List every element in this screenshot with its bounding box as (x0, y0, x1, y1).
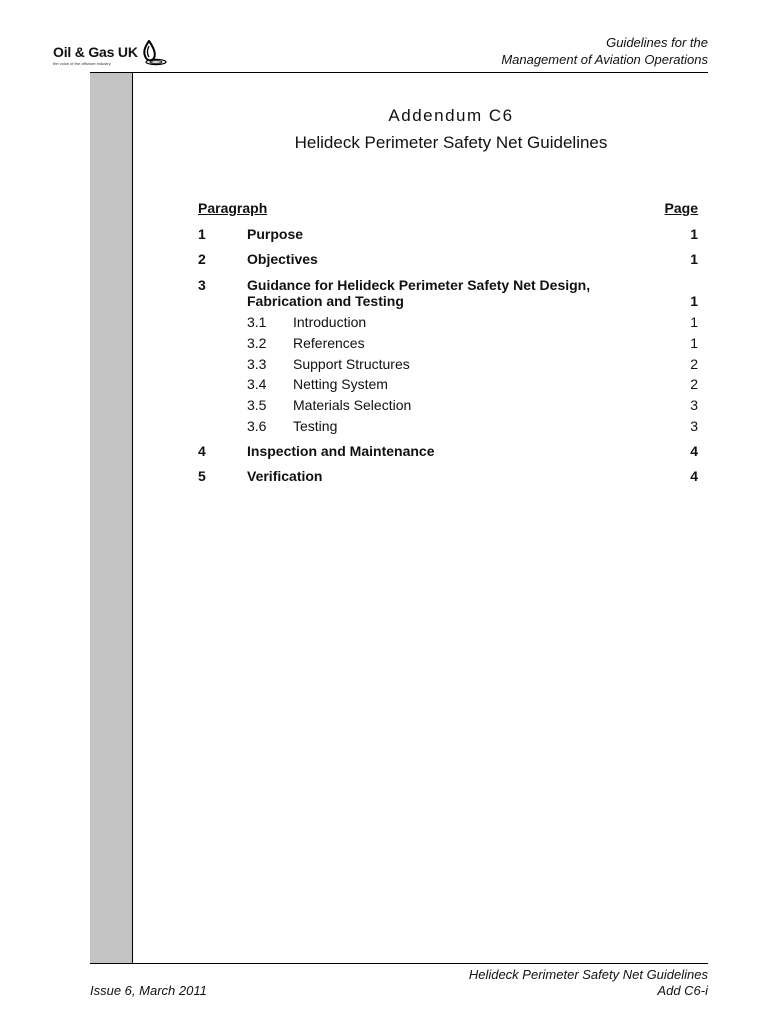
toc-subentry-number: 3.1 (247, 314, 267, 330)
header-title-line2: Management of Aviation Operations (501, 52, 708, 67)
toc-page-heading: Page (664, 200, 698, 216)
toc-subentry-number: 3.5 (247, 397, 267, 413)
toc-subentry-label: Testing (293, 418, 338, 434)
toc-subentry-label: References (293, 335, 365, 351)
toc-entry-label: Verification (247, 468, 323, 484)
addendum-heading: Addendum C6 (388, 106, 514, 125)
toc-paragraph-heading: Paragraph (198, 200, 268, 216)
toc-subentry-number: 3.6 (247, 418, 267, 434)
toc-subentry-page: 3 (690, 397, 698, 413)
toc-subentry (198, 417, 698, 435)
logo-tagline: the voice of the offshore industry (53, 61, 111, 66)
toc-subentry-page: 3 (690, 418, 698, 434)
toc-entry-page: 1 (690, 251, 698, 267)
footer-page-number: Add C6-i (657, 983, 708, 998)
toc-entry-number: 1 (198, 226, 206, 242)
toc-subentry-label: Materials Selection (293, 397, 412, 413)
toc-entry-page: 1 (690, 293, 698, 309)
toc-subentry (198, 396, 698, 414)
toc-subentry (198, 334, 698, 352)
footer-rule (90, 963, 708, 964)
toc-entry-label: Inspection and Maintenance (247, 443, 435, 459)
toc-subentry-number: 3.2 (247, 335, 267, 351)
toc-entry-label: Guidance for Helideck Perimeter Safety Net Design, (247, 277, 591, 293)
toc-entry-label: Objectives (247, 251, 318, 267)
logo-text: Oil & Gas UK (53, 44, 138, 60)
toc-subentry-number: 3.3 (247, 356, 267, 372)
oil-gas-uk-logo (53, 40, 173, 70)
toc-subentry-page: 2 (690, 376, 698, 392)
toc-subentry-label: Support Structures (293, 356, 410, 372)
toc-entry-page: 4 (690, 443, 698, 459)
toc-subentry-page: 2 (690, 356, 698, 372)
oil-drop-icon (141, 40, 167, 66)
toc-entry-number: 3 (198, 277, 206, 293)
toc-header (198, 199, 698, 217)
toc-subentry-page: 1 (690, 335, 698, 351)
footer-document-title: Helideck Perimeter Safety Net Guidelines (468, 967, 708, 982)
toc-subentry-label: Netting System (293, 376, 388, 392)
document-title: Helideck Perimeter Safety Net Guidelines (294, 133, 608, 152)
header-title-line1: Guidelines for the (606, 35, 708, 50)
toc-subentry-number: 3.4 (247, 376, 267, 392)
toc-entry-number: 5 (198, 468, 206, 484)
footer-issue-date: Issue 6, March 2011 (90, 983, 207, 998)
toc-subentry-label: Introduction (293, 314, 367, 330)
toc-subentry (198, 355, 698, 373)
toc-entry-label: Purpose (247, 226, 304, 242)
toc-entry (198, 467, 698, 485)
toc-subentry (198, 375, 698, 393)
grey-sidebar (90, 73, 133, 963)
toc-subentry (198, 313, 698, 331)
toc-entry (198, 225, 698, 243)
toc-entry-continued (198, 292, 698, 310)
header-rule (90, 72, 708, 73)
toc-entry-page: 1 (690, 226, 698, 242)
toc-entry-number: 4 (198, 443, 206, 459)
toc-entry (198, 250, 698, 268)
toc-entry (198, 442, 698, 460)
toc-subentry-page: 1 (690, 314, 698, 330)
toc-entry-label: Fabrication and Testing (247, 293, 404, 309)
toc-entry-number: 2 (198, 251, 206, 267)
toc-entry-page: 4 (690, 468, 698, 484)
